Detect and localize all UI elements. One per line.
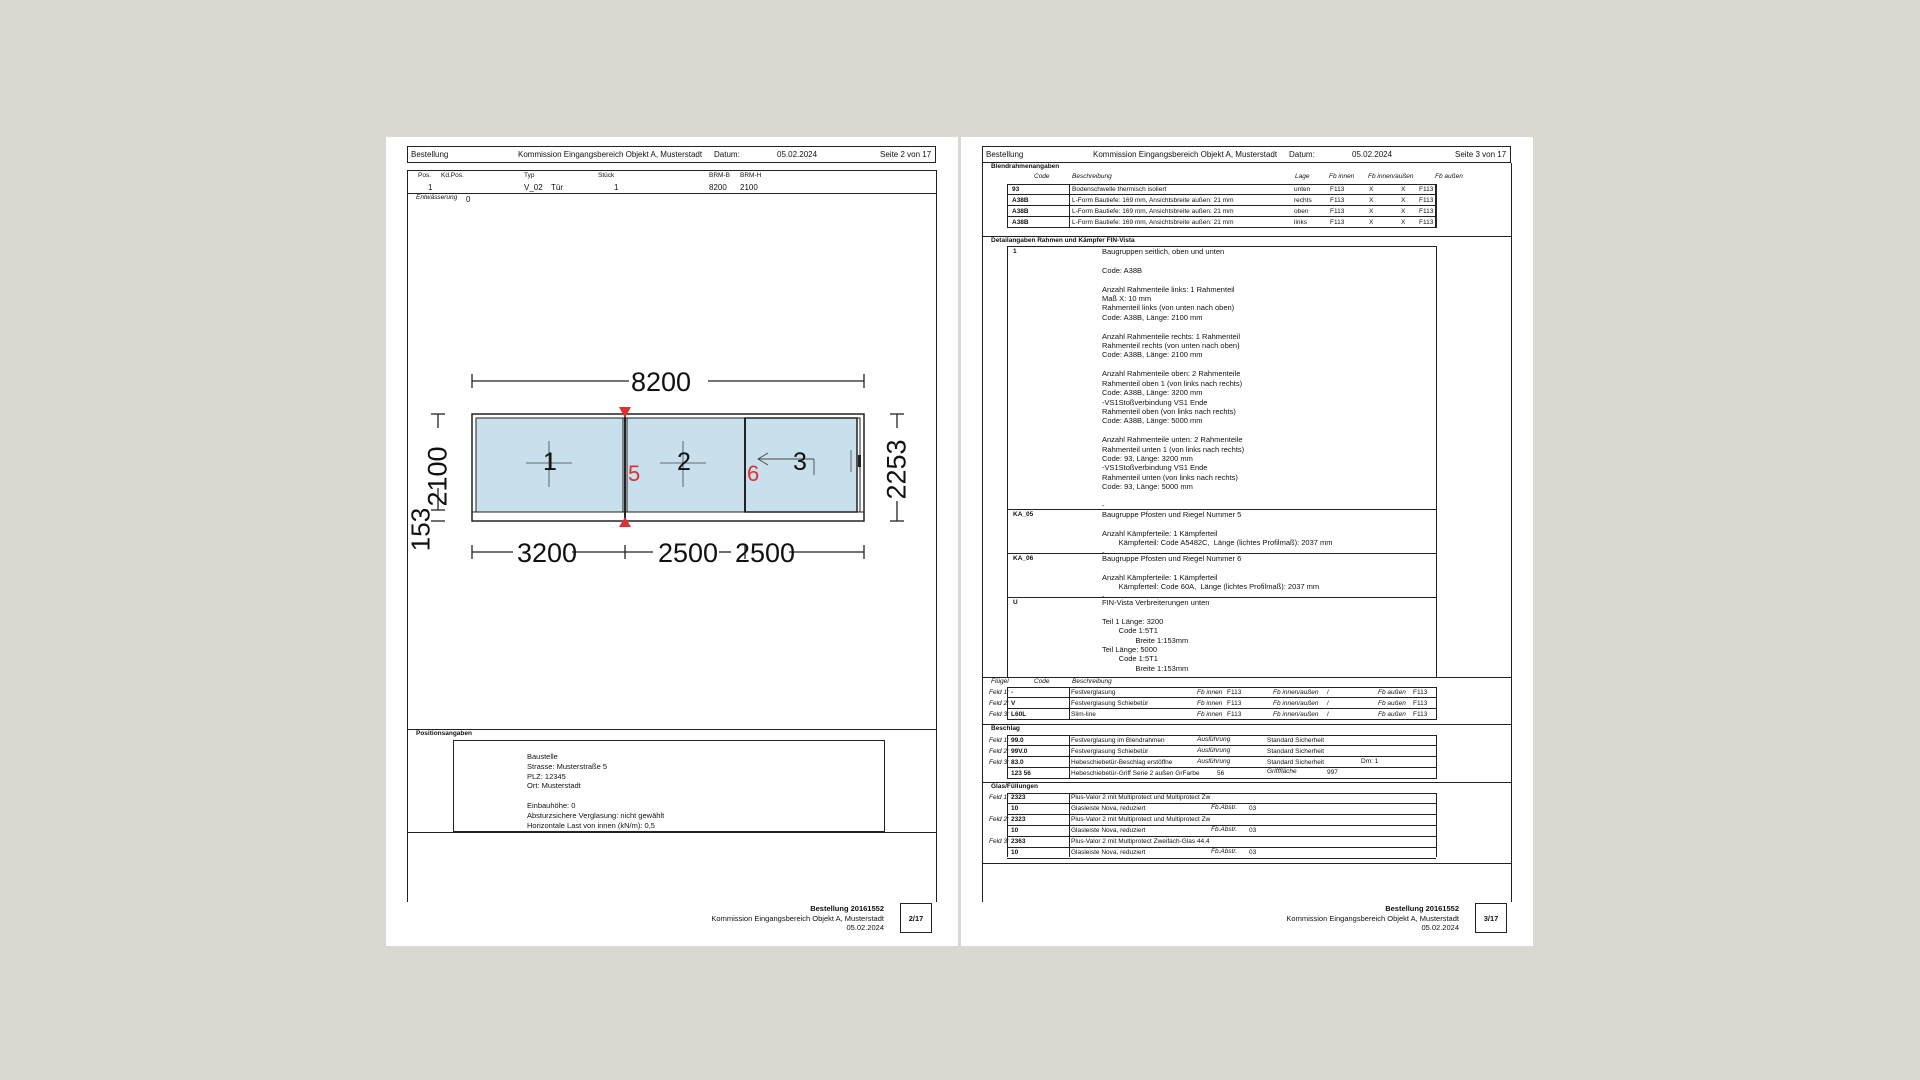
blendrahmen-title: Blendrahmenangaben (991, 163, 1060, 170)
col-brm-h: BRM-H (740, 172, 762, 179)
fluegel-title: Flügel (991, 678, 1009, 685)
dim-height-right: 2253 (881, 439, 912, 500)
detail-text-ka05: Baugruppe Pfosten und Riegel Nummer 5 Anzahl Kämpferteile: 1 Kämpferteil Kämpferteil: Code A5482C, Länge (lichtes Profilmaß): 2037 mm - (1102, 510, 1333, 557)
document-page-2 (386, 137, 958, 946)
header-date-label: Datum: (1289, 150, 1315, 159)
field-label-2: 2 (677, 448, 691, 476)
header-commission: Kommission Eingangsbereich Objekt A, Musterstadt (518, 150, 703, 159)
col-stueck: Stück (598, 172, 615, 179)
detail-code-1: 1 (1013, 248, 1017, 255)
positionsangaben-box (453, 740, 885, 832)
page-header (982, 146, 1511, 163)
table-row: Feld 1: 2323 Plus-Valor 2 mit Multiprotect und Multiprotect Zw (961, 793, 1533, 804)
positionsangaben-lines: Baustelle Strasse: Musterstraße 5 PLZ: 12345 Ort: Musterstadt Einbauhöhe: 0 Absturzsichere Verglasung: nicht gewählt Horizontale Last von innen (kN/m): 0,5 (527, 752, 665, 830)
row-stueck: 1 (614, 183, 619, 192)
table-row: 123 56 Hebeschiebetür-Griff Serie 2 außen GrFarbe 56 Grifffläche 997 (961, 768, 1533, 779)
blendrahmen-header-fb-aussen: Fb außen (1435, 173, 1463, 180)
table-row: Feld 3: 2363 Plus-Valor 2 mit Multiprotect Zweifach-Glas 44.4 (961, 837, 1533, 848)
col-typ: Typ (524, 172, 535, 179)
entwasserung-label: Entwässerung (416, 194, 458, 201)
page-footer (1161, 904, 1459, 933)
fluegel-desc-header: Beschreibung (1072, 678, 1112, 685)
post-label-5: 5 (628, 461, 641, 486)
detail-code-ka05: KA_05 (1013, 511, 1034, 518)
beschlag-title: Beschlag (991, 725, 1020, 732)
header-date: 05.02.2024 (777, 150, 818, 159)
document-page-3 (961, 137, 1533, 946)
table-row: Feld 1: - Festverglasung Fb innen F113 Fb innen/außen / Fb außen F113 (961, 687, 1533, 698)
row-typ-desc: Tür (551, 183, 563, 192)
page-footer (586, 904, 884, 933)
detail-text-ka06: Baugruppe Pfosten und Riegel Nummer 6 Anzahl Kämpferteile: 1 Kämpferteil Kämpferteil: Code 60A, Länge (lichtes Profilmaß): 2037 mm - (1102, 554, 1320, 601)
table-row: Feld 2: 99V.0 Festverglasung Schiebetür Ausführung Standard Sicherheit (961, 746, 1533, 757)
dim-height-bottom: 153 (405, 507, 436, 552)
header-date-label: Datum: (714, 150, 740, 159)
dim-height-left: 2100 (422, 446, 453, 507)
table-row: 93 Bodenschwelle thermisch isoliert unten F113 X X F113 (1007, 184, 1436, 195)
blendrahmen-header-lage: Lage (1295, 173, 1310, 180)
header-commission: Kommission Eingangsbereich Objekt A, Musterstadt (1093, 150, 1278, 159)
table-row: A38B L-Form Bautiefe: 169 mm, Ansichtsbreite außen: 21 mm rechts F113 X X F113 (1007, 195, 1436, 206)
header-label: Bestellung (986, 150, 1024, 159)
header-page: Seite 2 von 17 (880, 150, 932, 159)
entwasserung-value: 0 (466, 195, 471, 204)
blendrahmen-header-code: Code (1034, 173, 1050, 180)
dim-segment-3: 2500 (735, 538, 796, 568)
row-pos: 1 (428, 183, 433, 192)
blendrahmen-header-fb-ia: Fb innen/außen (1368, 173, 1414, 180)
col-pos: Pos. (418, 172, 432, 179)
footer-page-number: 2/17 (900, 903, 932, 933)
table-row: 10 Glasleiste Nova, reduziert Fb.Abstr. 03 (961, 826, 1533, 837)
glas-title: Glas/Füllungen (991, 783, 1038, 790)
window-elevation-drawing (386, 137, 958, 737)
table-row: Feld 3: 83.0 Hebeschiebetür-Beschlag erstöffne Ausführung Standard Sicherheit Dm: 1 (961, 757, 1533, 768)
table-row: Feld 3: L60L Slim-line Fb innen F113 Fb innen/außen / Fb außen F113 (961, 709, 1533, 720)
post-label-6: 6 (747, 461, 760, 486)
field-label-1: 1 (543, 448, 557, 476)
row-brm-h: 2100 (740, 183, 758, 192)
col-kdpos: Kd.Pos. (441, 172, 464, 179)
footer-page-number: 3/17 (1475, 903, 1507, 933)
row-brm-b: 8200 (709, 183, 727, 192)
footer-title: Bestellung 20161552 (810, 904, 884, 913)
field-label-3: 3 (793, 448, 807, 476)
table-row: Feld 2: V Festverglasung Schiebetür Fb innen F113 Fb innen/außen / Fb außen F113 (961, 698, 1533, 709)
dim-total-width: 8200 (631, 367, 692, 397)
footer-subtitle: Kommission Eingangsbereich Objekt A, Musterstadt (711, 913, 884, 923)
detail-code-u: U (1013, 599, 1018, 606)
table-row: 10 Glasleiste Nova, reduziert Fb.Abstr. 03 (961, 804, 1533, 815)
dim-segment-2: 2500 (658, 538, 719, 568)
positionsangaben-title: Positionsangaben (416, 730, 472, 737)
table-row: 10 Glasleiste Nova, reduziert Fb.Abstr. 03 (961, 848, 1533, 859)
footer-subtitle: Kommission Eingangsbereich Objekt A, Musterstadt (1286, 913, 1459, 923)
table-row: Feld 1: 99.0 Festverglasung im Blendrahmen Ausführung Standard Sicherheit (961, 735, 1533, 746)
table-row: Feld 2: 2323 Plus-Valor 2 mit Multiprotect und Multiprotect Zw (961, 815, 1533, 826)
fluegel-code-header: Code (1034, 678, 1050, 685)
detail-code-ka06: KA_06 (1013, 555, 1034, 562)
table-row: A38B L-Form Bautiefe: 169 mm, Ansichtsbreite außen: 21 mm links F113 X X F113 (1007, 217, 1436, 228)
col-brm-b: BRM-B (709, 172, 730, 179)
blendrahmen-header-fb-innen: Fb innen (1329, 173, 1355, 180)
table-row: A38B L-Form Bautiefe: 169 mm, Ansichtsbreite außen: 21 mm oben F113 X X F113 (1007, 206, 1436, 217)
dim-segment-1: 3200 (517, 538, 578, 568)
blendrahmen-header-desc: Beschreibung (1072, 173, 1112, 180)
footer-title: Bestellung 20161552 (1385, 904, 1459, 913)
header-label: Bestellung (411, 150, 449, 159)
detail-title: Detailangaben Rahmen und Kämpfer FIN-Vista (991, 237, 1135, 244)
header-page: Seite 3 von 17 (1455, 150, 1507, 159)
footer-date: 05.02.2024 (1421, 923, 1459, 932)
detail-text-u: FIN-Vista Verbreiterungen unten Teil 1 Länge: 3200 Code 1:5T1 Breite 1:153mm Teil Länge: 5000 Code 1:5T1 Breite 1:153mm (1102, 598, 1210, 673)
detail-text-1: Baugruppen seitlich, oben und unten Code: A38B Anzahl Rahmenteile links: 1 Rahmenteil Maß X: 10 mm Rahmenteil links (von unten nach oben) Code: A38B, Länge: 2100 mm Anzahl Rahmenteile rechts: 1 Rahmenteil Rahmenteil rechts (von unten nach oben) Code: A38B, Länge: 2100 mm Anzahl Rahmenteile oben: 2 Rahmenteile Rahmenteil oben 1 (von links nach rechts) Code: A38B, Länge: 3200 mm -VS1Stoßverbindung VS1 Ende Rahmenteil oben (von links nach rechts) Code: A38B, Länge: 5000 mm Anzahl Rahmenteile unten: 2 Rahmenteile Rahmenteil unten 1 (von links nach rechts) Code: 93, Länge: 3200 mm -VS1Stoßverbindung VS1 Ende Rahmenteil unten (von links nach rechts) Code: 93, Länge: 5000 mm - (1102, 247, 1245, 510)
footer-date: 05.02.2024 (846, 923, 884, 932)
row-typ: V_02 (524, 183, 543, 192)
header-date: 05.02.2024 (1352, 150, 1393, 159)
